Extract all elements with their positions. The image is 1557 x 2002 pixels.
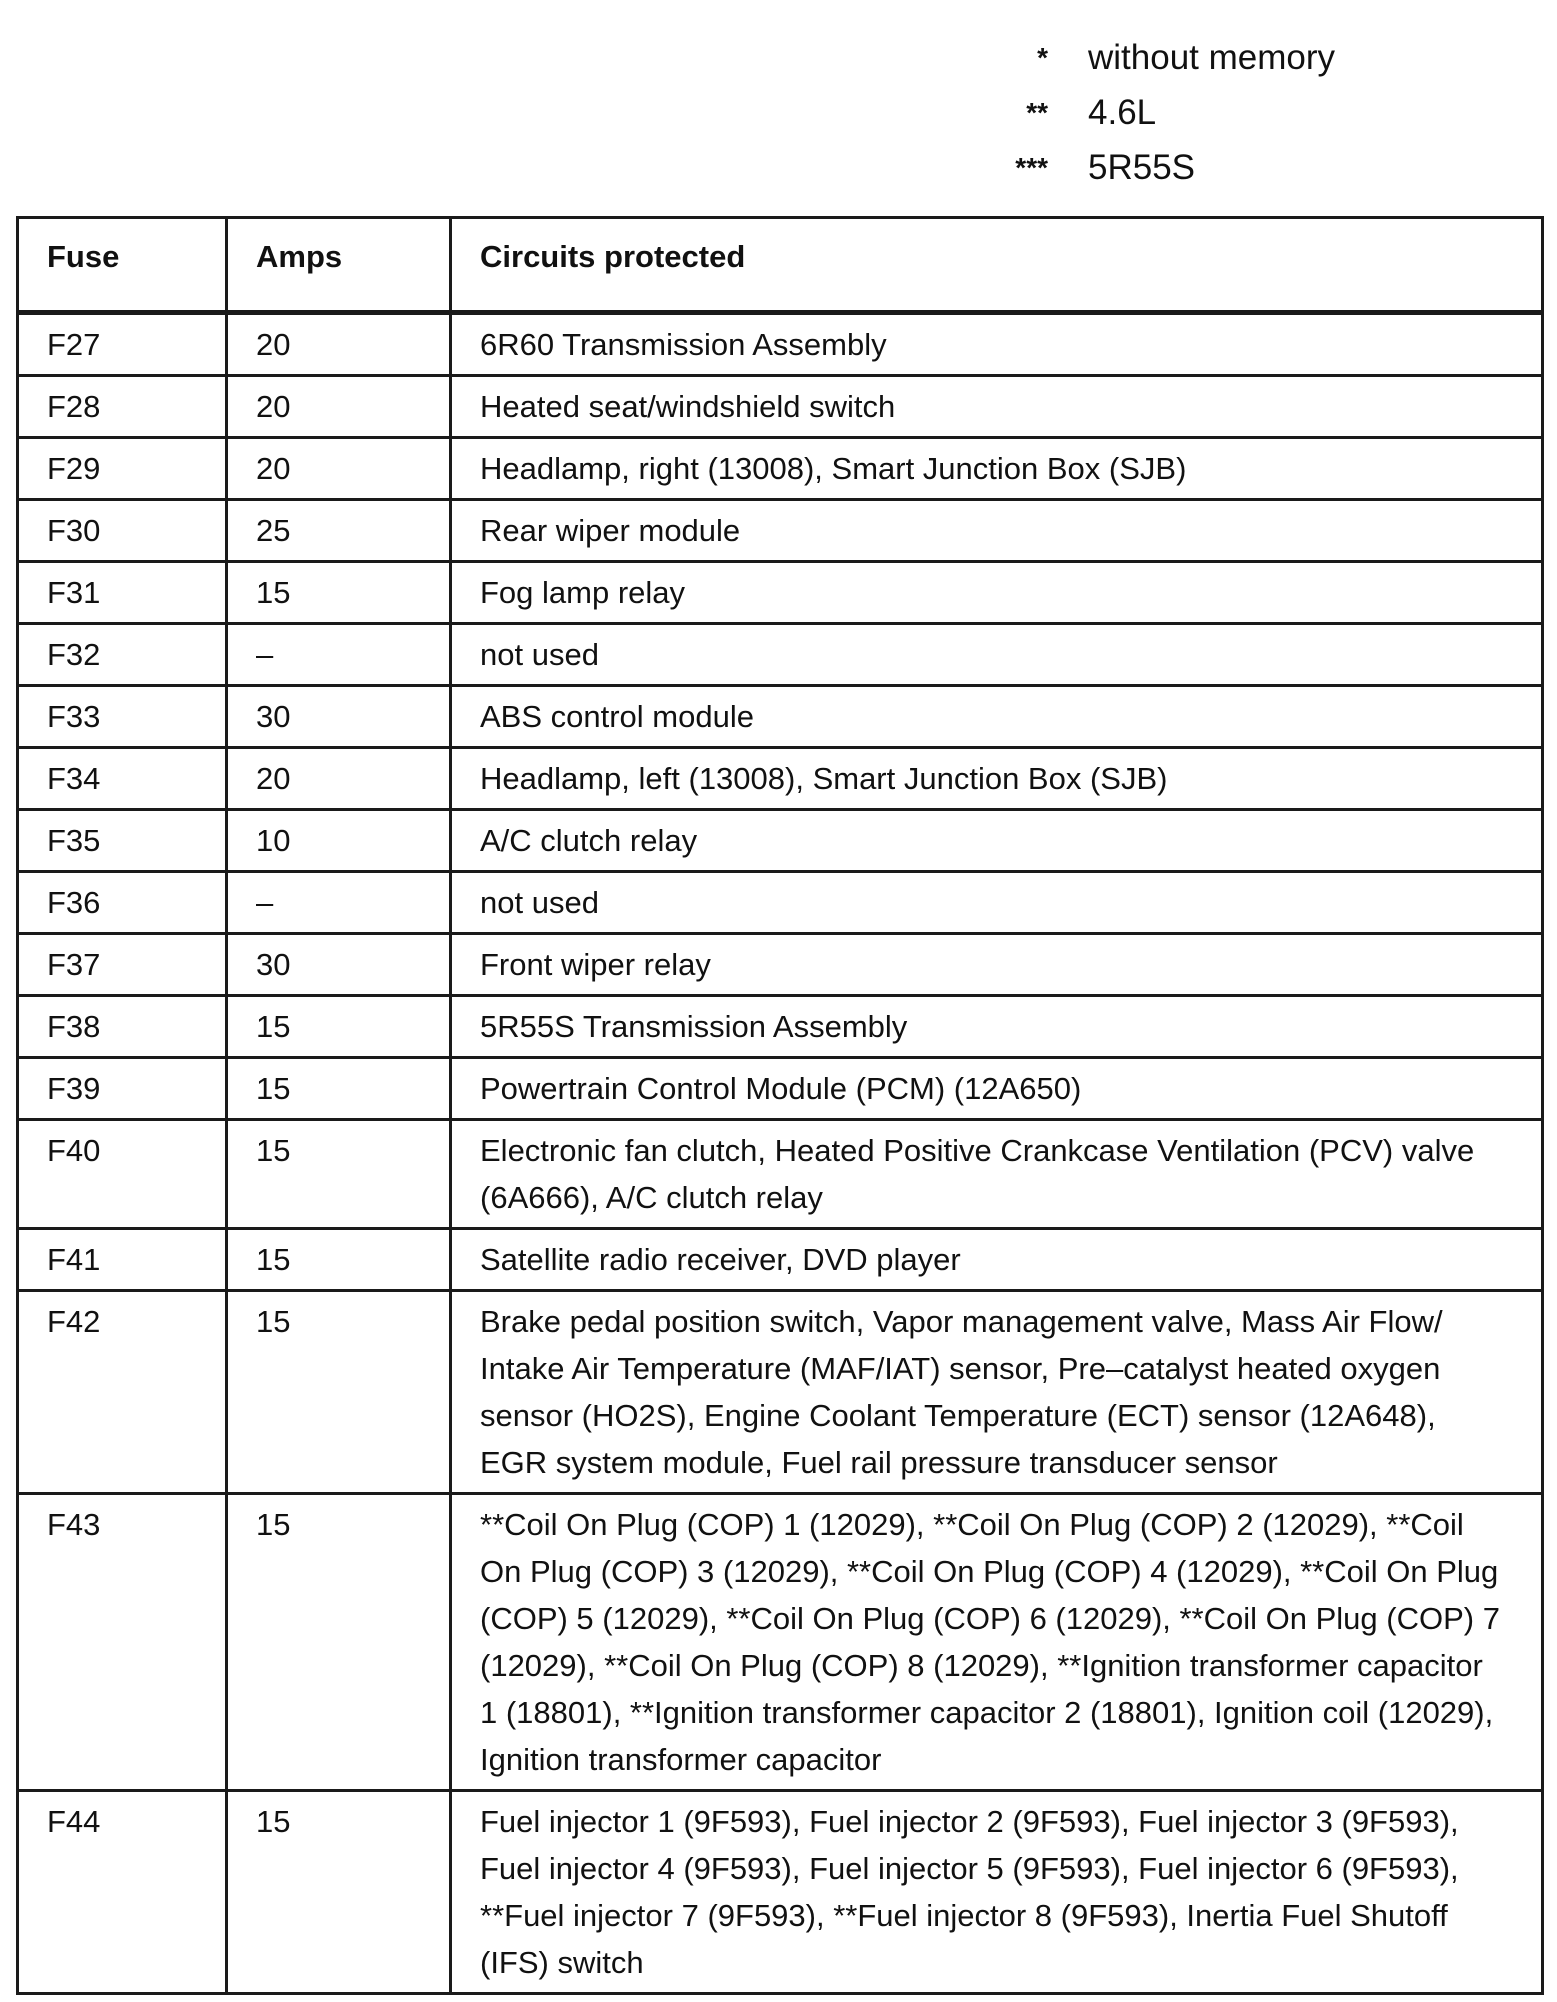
legend-text: without memory: [1088, 38, 1336, 77]
table-row: [18, 810, 1543, 872]
circuits-cell: Rear wiper module: [451, 500, 1543, 562]
fuse-cell: F38: [18, 996, 227, 1058]
circuits-cell: not used: [451, 624, 1543, 686]
fuse-cell: F40: [18, 1120, 227, 1229]
table-row: [18, 1291, 1543, 1494]
circuits-cell: ABS control module: [451, 686, 1543, 748]
fuse-cell: F34: [18, 748, 227, 810]
amps-cell: 30: [227, 686, 451, 748]
amps-cell: 20: [227, 438, 451, 500]
circuits-cell: Headlamp, right (13008), Smart Junction Box (SJB): [451, 438, 1543, 500]
table-row: [18, 1494, 1543, 1791]
legend-text: 5R55S: [1088, 148, 1196, 187]
circuits-cell: Front wiper relay: [451, 934, 1543, 996]
amps-cell: 15: [227, 1229, 451, 1291]
table-row: [18, 376, 1543, 438]
amps-cell: 30: [227, 934, 451, 996]
table-row: [18, 1058, 1543, 1120]
fuse-cell: F43: [18, 1494, 227, 1791]
legend-row: [960, 30, 1335, 85]
amps-cell: 25: [227, 500, 451, 562]
table-row: [18, 934, 1543, 996]
circuits-cell: A/C clutch relay: [451, 810, 1543, 872]
table-row: [18, 872, 1543, 934]
table-row: [18, 313, 1543, 376]
amps-cell: –: [227, 872, 451, 934]
fuse-cell: F36: [18, 872, 227, 934]
header-circuits: Circuits protected: [451, 218, 1543, 313]
amps-cell: 15: [227, 996, 451, 1058]
header-amps: Amps: [227, 218, 451, 313]
fuse-cell: F32: [18, 624, 227, 686]
circuits-cell: Powertrain Control Module (PCM) (12A650): [451, 1058, 1543, 1120]
circuits-cell: Heated seat/windshield switch: [451, 376, 1543, 438]
fuse-cell: F41: [18, 1229, 227, 1291]
table-row: [18, 500, 1543, 562]
header-fuse: Fuse: [18, 218, 227, 313]
circuits-cell: not used: [451, 872, 1543, 934]
legend-text: 4.6L: [1088, 93, 1157, 132]
amps-cell: 15: [227, 1058, 451, 1120]
circuits-cell: **Coil On Plug (COP) 1 (12029), **Coil On Plug (COP) 2 (12029), **Coil On Plug (COP) 3 (12029), **Coil On Plug (COP) 4 (12029), **Coil On Plug (COP) 5 (12029), **Coil On Plug (COP) 6 (12029), **Coil On Plug (COP) 7 (12029), **Coil On Plug (COP) 8 (12029), **Ignition transformer capacitor 1 (18801), **Ignition transformer capacitor 2 (18801), Ignition coil (12029), Ignition transformer capacitor: [451, 1494, 1543, 1791]
table-row: [18, 1791, 1543, 1994]
table-body: [18, 313, 1543, 1994]
circuits-cell: Headlamp, left (13008), Smart Junction Box (SJB): [451, 748, 1543, 810]
fuse-cell: F39: [18, 1058, 227, 1120]
legend-row: [960, 140, 1335, 195]
circuits-cell: 6R60 Transmission Assembly: [451, 313, 1543, 376]
amps-cell: 15: [227, 1494, 451, 1791]
fuse-cell: F27: [18, 313, 227, 376]
circuits-cell: Satellite radio receiver, DVD player: [451, 1229, 1543, 1291]
fuse-cell: F33: [18, 686, 227, 748]
table-row: [18, 438, 1543, 500]
table-row: [18, 996, 1543, 1058]
table-row: [18, 562, 1543, 624]
amps-cell: 20: [227, 313, 451, 376]
amps-cell: 20: [227, 376, 451, 438]
legend-symbol: **: [1026, 97, 1048, 128]
table-row: [18, 686, 1543, 748]
amps-cell: 15: [227, 1791, 451, 1994]
legend-symbol: *: [1037, 42, 1048, 73]
fuse-table: [16, 216, 1544, 1995]
fuse-cell: F31: [18, 562, 227, 624]
amps-cell: 15: [227, 1120, 451, 1229]
legend: [960, 30, 1335, 195]
fuse-cell: F37: [18, 934, 227, 996]
table-row: [18, 1120, 1543, 1229]
table-row: [18, 624, 1543, 686]
circuits-cell: Fog lamp relay: [451, 562, 1543, 624]
legend-symbol: ***: [1015, 152, 1048, 183]
fuse-cell: F28: [18, 376, 227, 438]
circuits-cell: Fuel injector 1 (9F593), Fuel injector 2 (9F593), Fuel injector 3 (9F593), Fuel injector 4 (9F593), Fuel injector 5 (9F593), Fuel injector 6 (9F593), **Fuel injector 7 (9F593), **Fuel injector 8 (9F593), Inertia Fuel Shutoff (IFS) switch: [451, 1791, 1543, 1994]
circuits-cell: Electronic fan clutch, Heated Positive Crankcase Ventilation (PCV) valve (6A666), A/C clutch relay: [451, 1120, 1543, 1229]
circuits-cell: Brake pedal position switch, Vapor management valve, Mass Air Flow/ Intake Air Temperature (MAF/IAT) sensor, Pre–catalyst heated oxygen sensor (HO2S), Engine Coolant Temperature (ECT) sensor (12A648), EGR system module, Fuel rail pressure transducer sensor: [451, 1291, 1543, 1494]
fuse-cell: F30: [18, 500, 227, 562]
fuse-cell: F44: [18, 1791, 227, 1994]
amps-cell: 15: [227, 562, 451, 624]
legend-row: [960, 85, 1335, 140]
table-row: [18, 748, 1543, 810]
circuits-cell: 5R55S Transmission Assembly: [451, 996, 1543, 1058]
amps-cell: 15: [227, 1291, 451, 1494]
table-row: [18, 1229, 1543, 1291]
amps-cell: –: [227, 624, 451, 686]
amps-cell: 10: [227, 810, 451, 872]
table-header-row: [18, 218, 1543, 313]
amps-cell: 20: [227, 748, 451, 810]
fuse-cell: F35: [18, 810, 227, 872]
fuse-cell: F42: [18, 1291, 227, 1494]
fuse-cell: F29: [18, 438, 227, 500]
